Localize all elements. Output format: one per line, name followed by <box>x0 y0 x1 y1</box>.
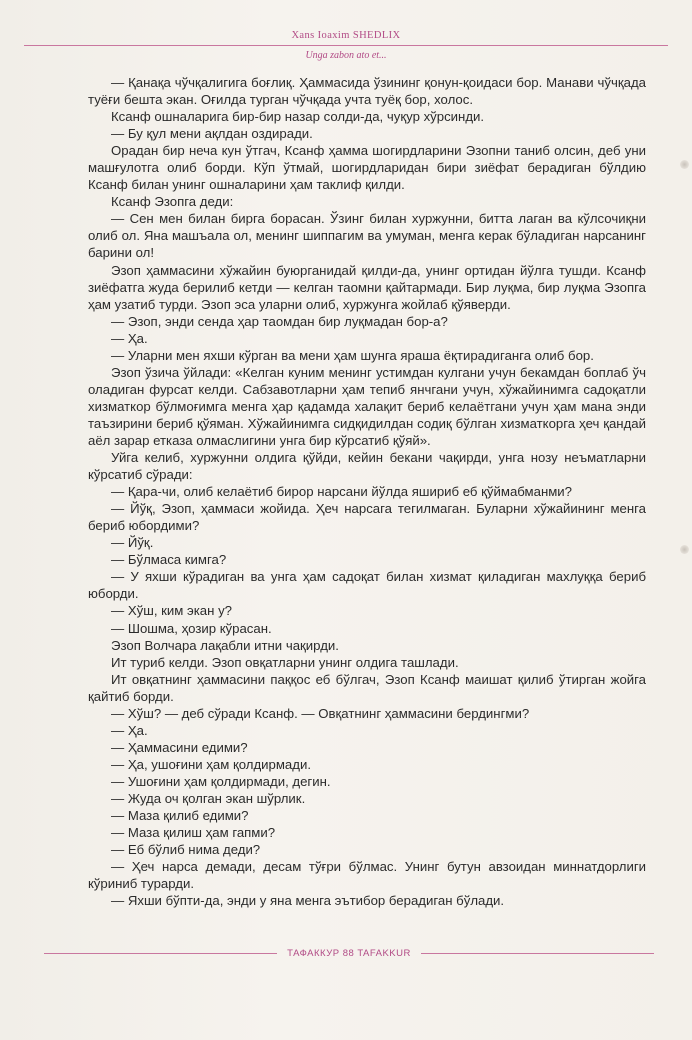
paragraph: — Қара-чи, олиб келаётиб бирор нарсани йўлда яшириб еб қўймабманми? <box>111 484 572 500</box>
paragraph: — Йўқ. <box>111 535 154 551</box>
paragraph: Ксанф ошналарига бир-бир назар солди-да, чуқур хўрсинди. <box>111 109 485 125</box>
paragraph: Эзоп ҳаммасини хўжайин буюрганидай қилди-да, унинг ортидан йўлга тушди. Ксанф зиёфатга жуда берилиб кетди — келган таомни қайтармади. Бир луқма, бир луқма Эзопга ҳам узатиб турди. Эзоп эса уларни олиб, хуржунга жойлаб қўяверди. <box>88 262 646 312</box>
paragraph: — Маза қилиш ҳам гапми? <box>111 825 276 841</box>
paragraph: — Ҳа, ушоғини ҳам қолдирмади. <box>111 756 311 772</box>
paragraph: — Бўлмаса кимга? <box>111 552 227 568</box>
paragraph: Орадан бир неча кун ўтгач, Ксанф ҳамма шогирдларини Эзопни таниб олсин, деб уни машғулотга олиб борди. Кўп ўтмай, шогирдларидан бири зиёфат берадиган бўлдию Ксанф билан унинг ошналарини ҳам таклиф қилди. <box>88 143 646 193</box>
running-header-author: Xans Ioaxim SHEDLIX <box>291 30 401 41</box>
paragraph: — Ушоғини ҳам қолдирмади, дегин. <box>111 773 331 789</box>
paragraph: — Ҳеч нарса демади, десам тўғри бўлмас. Унинг бутун авзоидан миннатдорлиги кўриниб турарди. <box>88 859 646 892</box>
paragraph: — Қанақа чўчқалигига боғлиқ. Ҳаммасида ўзининг қонун-қоидаси бор. Манави чўчқада туёғи бешта экан. Оғилда турган чўчқада учта туёқ бор, холос. <box>88 75 646 108</box>
paragraph: — Йўқ, Эзоп, ҳаммаси жойида. Ҳеч нарсага тегилмаган. Буларни хўжайининг менга бериб юбордими? <box>88 501 646 534</box>
paragraph: Ит овқатнинг ҳаммасини паққос еб бўлгач, Эзоп Ксанф маишат қилиб ўтирган жойга қайтиб борди. <box>88 671 646 704</box>
paragraph: — Еб бўлиб нима деди? <box>111 842 261 858</box>
paragraph: Ксанф Эзопга деди: <box>111 194 234 210</box>
paragraph: — Уларни мен яхши кўрган ва мени ҳам шунга яраша ёқтирадиганга олиб бор. <box>111 347 594 363</box>
header-rule <box>24 45 668 46</box>
paragraph: — У яхши кўрадиган ва унга ҳам садоқат билан хизмат қиладиган махлуққа бериб юборди. <box>88 569 646 602</box>
paragraph: — Сен мен билан бирга борасан. Ўзинг билан хуржунни, битта лаган ва кўлсочиқни олиб ол. Яна машъала ол, менинг шиппагим ва умуман, менга керак бўладиган нарсанинг барини ол! <box>88 211 646 261</box>
paragraph: Эзоп Волчара лақабли итни чақирди. <box>111 637 339 653</box>
paragraph: Ит туриб келди. Эзоп овқатларни унинг олдига ташлади. <box>111 654 459 670</box>
paragraph: — Эзоп, энди сенда ҳар таомдан бир луқмадан бор-а? <box>111 313 448 329</box>
paragraph: — Ҳа. <box>111 722 148 738</box>
binding-hole-bottom <box>680 545 689 554</box>
paragraph: — Жуда оч қолган экан шўрлик. <box>111 790 306 806</box>
paragraph: — Бу қул мени ақлдан оздиради. <box>111 126 313 142</box>
paragraph: — Шошма, ҳозир кўрасан. <box>111 620 272 636</box>
paragraph: Уйга келиб, хуржунни олдига қўйди, кейин бекани чақирди, унга нозу неъматларни кўрсатиб сўради: <box>88 450 646 483</box>
paragraph: — Хўш? — деб сўради Ксанф. — Овқатнинг ҳаммасини бердингми? <box>111 705 530 721</box>
running-header-subtitle: Unga zabon ato et... <box>305 50 387 61</box>
paragraph: — Ҳаммасини едими? <box>111 739 248 755</box>
paragraph: — Ҳа. <box>111 330 148 346</box>
binding-hole-top <box>680 160 689 169</box>
footer-label: ТАФАККУР 88 TAFAKKUR <box>287 947 411 959</box>
footer-rule-left <box>44 953 277 954</box>
paragraph: — Хўш, ким экан у? <box>111 603 233 619</box>
paragraph: — Маза қилиб едими? <box>111 808 249 824</box>
footer-rule-right <box>421 953 654 954</box>
paragraph: — Яхши бўпти-да, энди у яна менга эътибор берадиган бўлади. <box>111 893 505 909</box>
paragraph: Эзоп ўзича ўйлади: «Келган куним менинг устимдан кулгани учун бекамдан боплаб ўч оладиган фурсат келди. Сабзавотларни ҳам тепиб янчгани учун, хўжайинимга садоқатли хизматкор бўлмоғимга менга ҳар қадамда халақит бериб келаётгани учун ҳам мана энди таъзирини бериб қўяман. Хўжайинимга сидқидилдан содиқ бўлган хизматкорга ҳеч қандай аёл зарар етказа олмаслигини унга бир кўрсатиб қўяй». <box>88 364 646 448</box>
article-body <box>88 74 646 909</box>
page-footer <box>44 946 654 960</box>
